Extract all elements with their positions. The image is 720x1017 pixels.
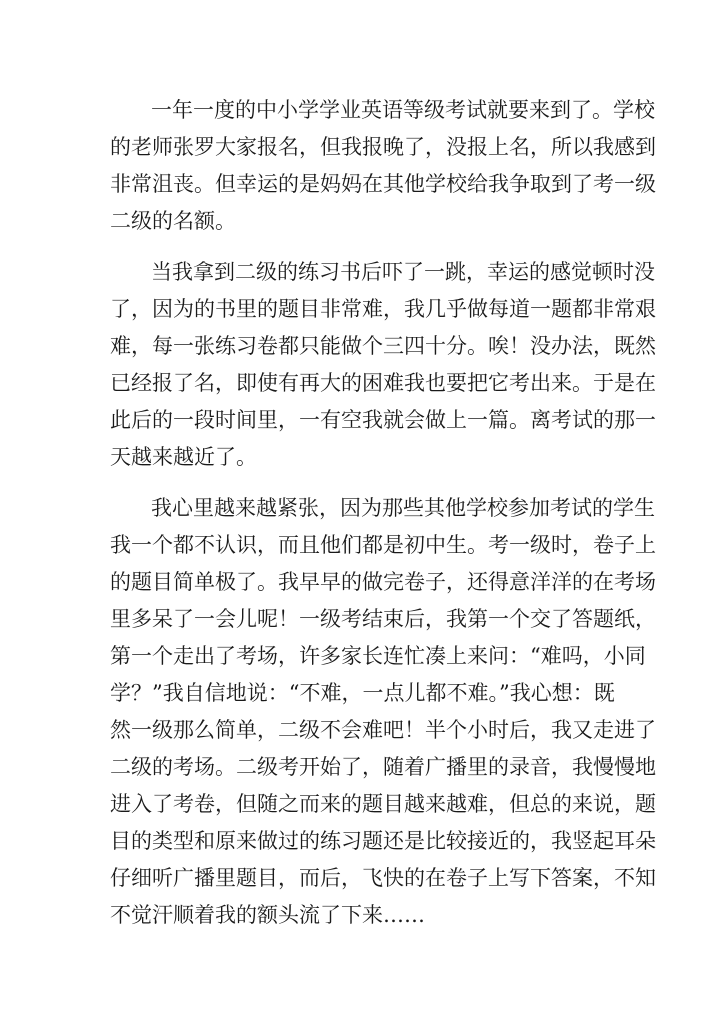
paragraph-line: 仔细听广播里题目，而后，飞快的在卷子上写下答案，不知 (110, 866, 656, 890)
paragraph-gap (110, 476, 612, 490)
paragraph-line: 然一级那么简单，二级不会难吧！半个小时后，我又走进了 (110, 718, 656, 742)
paragraph-line: 不觉汗顺着我的额头流了下来…… (110, 903, 425, 927)
paragraph-3 (110, 490, 656, 934)
paragraph-line: 难，每一张练习卷都只能做个三四十分。唉！没办法，既然 (110, 334, 656, 358)
paragraph-line: 已经报了名，即使有再大的困难我也要把它考出来。于是在 (110, 371, 656, 395)
paragraph-line: 二级的考场。二级考开始了，随着广播里的录音，我慢慢地 (110, 755, 656, 779)
paragraph-line: 的题目简单极了。我早早的做完卷子，还得意洋洋的在考场 (110, 570, 656, 594)
paragraph-line: 第一个走出了考场，许多家长连忙凑上来问：“难吗，小同 (110, 644, 646, 668)
paragraph-line: 二级的名额。 (110, 209, 236, 233)
paragraph-line: 的老师张罗大家报名，但我报晚了，没报上名，所以我感到 (110, 135, 656, 159)
paragraph-line: 当我拿到二级的练习书后吓了一跳，幸运的感觉顿时没 (151, 260, 655, 284)
paragraph-line: 进入了考卷，但随之而来的题目越来越难，但总的来说，题 (110, 792, 656, 816)
paragraph-line: 我心里越来越紧张，因为那些其他学校参加考试的学生 (151, 496, 655, 520)
paragraph-gap (110, 240, 612, 254)
paragraph-2 (110, 254, 656, 476)
paragraph-line: 此后的一段时间里，一有空我就会做上一篇。离考试的那一 (110, 408, 656, 432)
paragraph-line: 天越来越近了。 (110, 445, 257, 469)
paragraph-line: 目的类型和原来做过的练习题还是比较接近的，我竖起耳朵 (110, 829, 656, 853)
paragraph-line: 学？”我自信地说：“不难，一点儿都不难。”我心想：既 (110, 681, 615, 705)
paragraph-line: 一年一度的中小学学业英语等级考试就要来到了。学校 (151, 98, 655, 122)
paragraph-line: 非常沮丧。但幸运的是妈妈在其他学校给我争取到了考一级 (110, 172, 656, 196)
paragraph-line: 我一个都不认识，而且他们都是初中生。考一级时，卷子上 (110, 533, 656, 557)
paragraph-line: 了，因为的书里的题目非常难，我几乎做每道一题都非常艰 (110, 297, 656, 321)
paragraph-line: 里多呆了一会儿呢！一级考结束后，我第一个交了答题纸， (110, 607, 656, 631)
paragraph-1 (110, 92, 656, 240)
document-body (110, 92, 656, 934)
